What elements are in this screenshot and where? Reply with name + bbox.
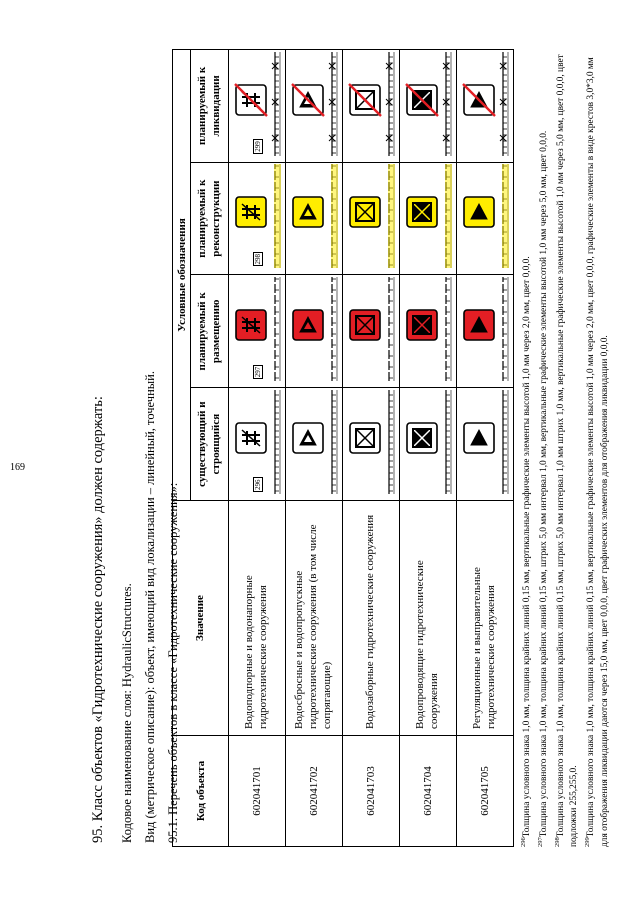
planned-recon-symbol (459, 159, 511, 275)
existing-symbol (402, 384, 454, 500)
planned-recon-cell (286, 162, 343, 275)
existing-cell (229, 388, 286, 501)
planned-recon-cell (457, 162, 514, 275)
object-code: 602041704 (400, 736, 457, 847)
object-code: 602041701 (229, 736, 286, 847)
existing-symbol (459, 384, 511, 500)
object-code: 602041703 (343, 736, 400, 847)
planned-recon-symbol (402, 159, 454, 275)
planned-recon-symbol (345, 159, 397, 275)
footnote-298: $^{298}$Толщина условного знака 1,0 мм, толщина крайних линий 0,15 мм, штрих 5,0 мм интервал 1,0 мм штрих 1,0 мм, вертикальные графические элементы высотой 1,0 мм через 5,0 мм, цвет 0,0,0, цвет подложки 255,255,0. (554, 54, 580, 847)
footnote-ref: 297 (254, 366, 262, 378)
existing-cell (343, 388, 400, 501)
page-number: 169 (10, 462, 25, 473)
existing-cell (400, 388, 457, 501)
table-row (343, 50, 400, 847)
liquidation-cell (229, 50, 286, 163)
liquidation-cell (286, 50, 343, 163)
footnote-ref: 298 (254, 254, 262, 265)
liquidation-symbol (402, 46, 454, 162)
localization-line: Вид (метрическое описание): объект, имеющий вид локализации – линейный, точечный. (143, 371, 157, 843)
layer-code-line: Кодовое наименование слоя: HydraulicStructures. (120, 583, 134, 843)
sub-header-planned-place: планируемый к размещению (191, 275, 229, 388)
footnote-rule (513, 667, 514, 847)
object-value: Водопроводящие гидротехнические сооружения (400, 501, 457, 736)
object-code: 602041702 (286, 736, 343, 847)
table-row (229, 50, 286, 847)
object-value: Регуляционные и выправительные гидротехнические сооружения (457, 501, 514, 736)
planned-place-cell (400, 275, 457, 388)
col-header-value: Значение (173, 501, 229, 736)
planned-place-cell (286, 275, 343, 388)
planned-place-symbol (288, 271, 340, 387)
planned-recon-symbol (288, 159, 340, 275)
sub-header-planned-liquidation: планируемый к ликвидации (191, 50, 229, 163)
planned-recon-cell (343, 162, 400, 275)
planned-place-symbol (459, 271, 511, 387)
planned-place-symbol (402, 271, 454, 387)
section-heading: 95. Класс объектов «Гидротехнические сооружения» должен содержать: (90, 396, 106, 843)
object-code: 602041705 (457, 736, 514, 847)
planned-recon-cell (229, 162, 286, 275)
footnote-ref: 296 (254, 479, 262, 490)
object-value: Водозаборные гидротехнические сооружения (343, 501, 400, 736)
planned-place-cell (229, 275, 286, 388)
footnote-296: $^{296}$Толщина условного знака 1,0 мм, толщина крайних линий 0,15 мм, вертикальные графические элементы высотой 1,0 мм через 2,0 мм, цвет 0,0,0. (520, 256, 533, 847)
liquidation-cell (457, 50, 514, 163)
existing-symbol (288, 384, 340, 500)
table-row (457, 50, 514, 847)
liquidation-cell (400, 50, 457, 163)
footnotes (517, 47, 612, 847)
object-value: Водоподпорные и водонапорные гидротехнические сооружения (229, 501, 286, 736)
planned-place-cell (343, 275, 400, 388)
existing-cell (457, 388, 514, 501)
col-header-symbols: Условные обозначения (173, 50, 191, 501)
footnote-299: $^{299}$Толщина условного знака 1,0 мм, толщина крайних линий 0,15 мм, вертикальные графические элементы высотой 1,0 мм через 2,0 мм, цвет 0,0,0, графические элементы в виде крестов 3,0*3,0 мм для отображения ликвидации даются через 15,0 мм, цвет 0,0,0, цвет графических элементов для отображения ликвидации 0,0,0. (584, 57, 610, 847)
existing-cell (286, 388, 343, 501)
liquidation-symbol (288, 46, 340, 162)
footnote-ref: 299 (254, 141, 262, 152)
object-value: Водосбросные и водопропускные гидротехнические сооружения (в том числе сопрягающие) (286, 501, 343, 736)
col-header-code: Код объекта (173, 736, 229, 847)
liquidation-symbol (459, 46, 511, 162)
footnote-297: $^{297}$Толщина условного знака 1,0 мм, толщина крайних линий 0,15 мм, штрих 5,0 мм интервал 1,0 мм, вертикальные графические элементы высотой 1,0 мм через 5,0 мм, цвет 0,0,0. (537, 130, 550, 847)
table-row (286, 50, 343, 847)
sub-header-planned-recon: планируемый к реконструкции (191, 162, 229, 275)
objects-table (172, 49, 514, 847)
existing-symbol (345, 384, 397, 500)
planned-place-cell (457, 275, 514, 388)
list-title: 95.1. Перечень объектов в классе «Гидротехнические сооружения»: (166, 482, 180, 843)
liquidation-symbol (345, 46, 397, 162)
sub-header-existing: существующий и строящийся (191, 388, 229, 501)
liquidation-cell (343, 50, 400, 163)
planned-recon-cell (400, 162, 457, 275)
planned-place-symbol (345, 271, 397, 387)
table-row (400, 50, 457, 847)
